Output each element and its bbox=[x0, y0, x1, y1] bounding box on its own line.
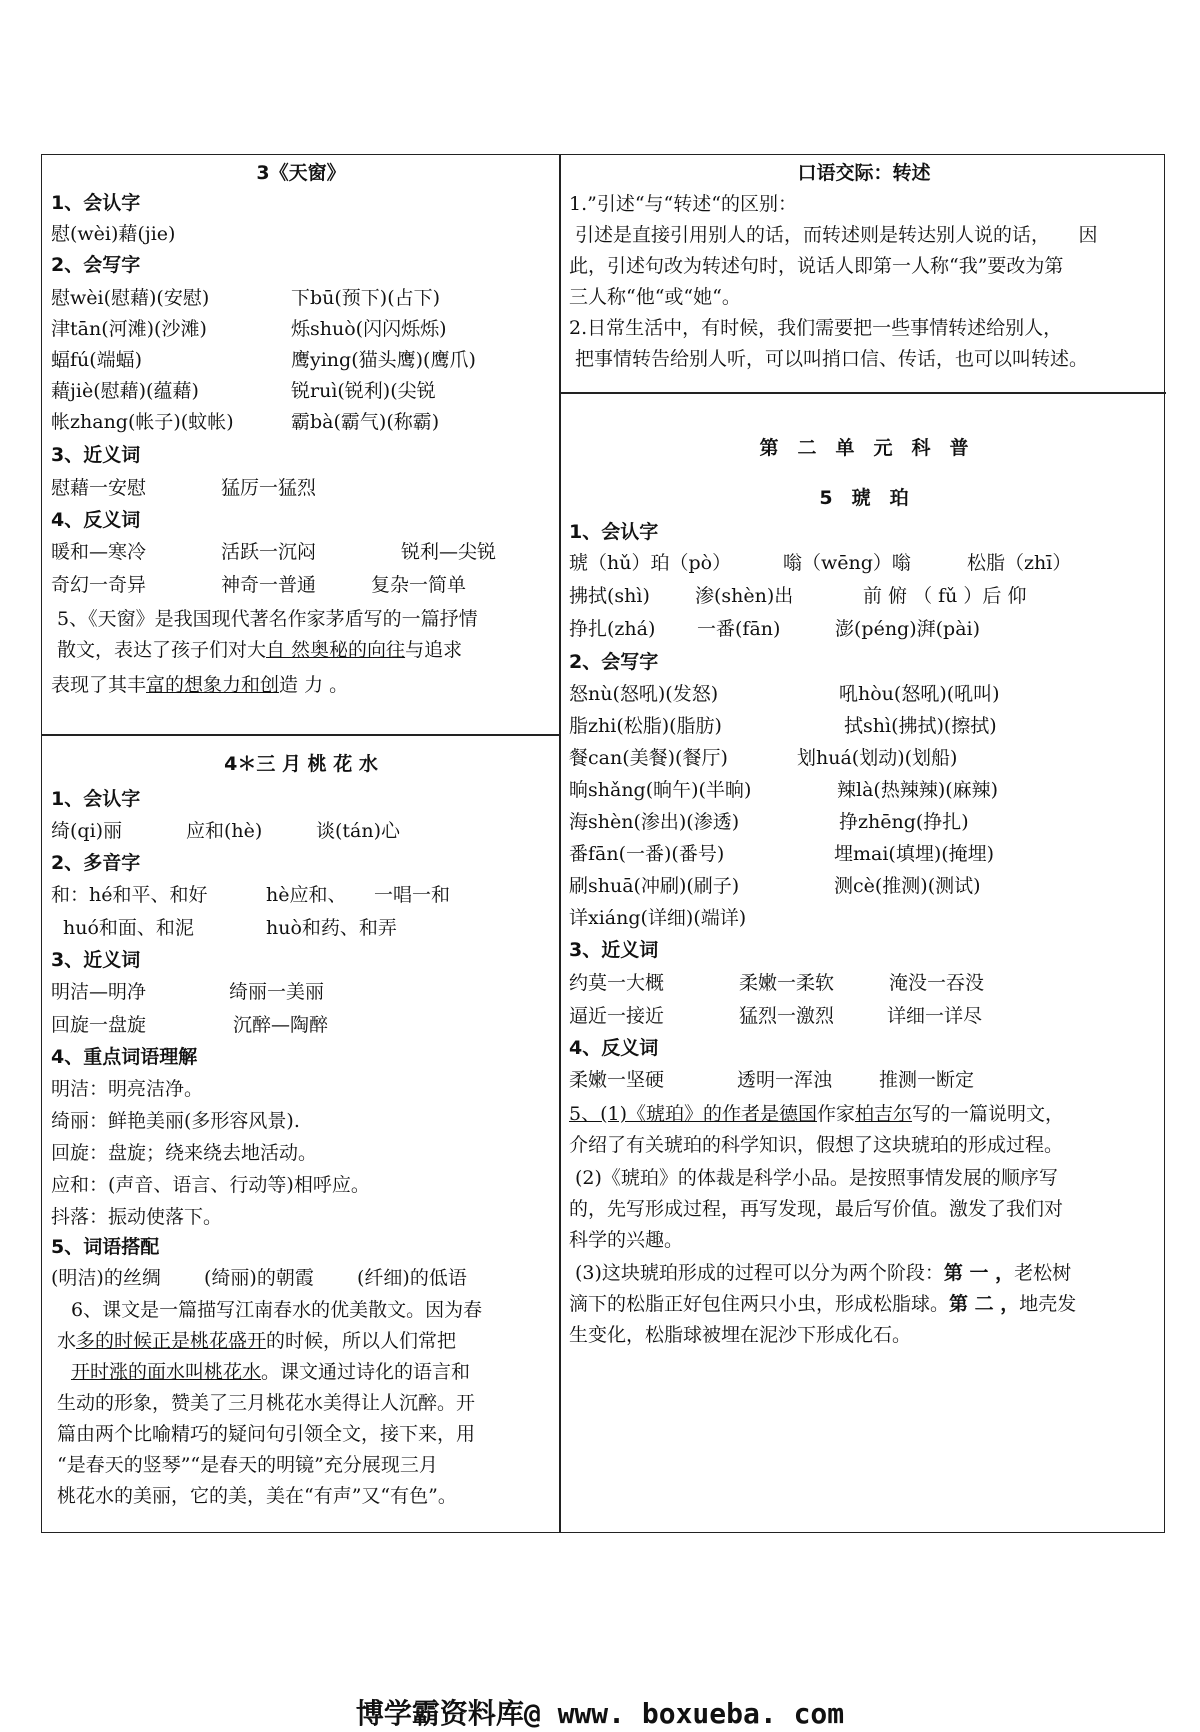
oral-title: 口语交际：转述 bbox=[797, 162, 931, 184]
list-item: 应和：(声音、语言、行动等)相呼应。 bbox=[51, 1174, 370, 1196]
list-item: 详xiáng(详细)(端详) bbox=[569, 907, 747, 929]
list-item: 暖和—寒冷 活跃一沉闷 锐利—尖锐 bbox=[51, 541, 497, 563]
lesson5-summary: 5、(1)《琥珀》的作者是德国作家柏吉尔写的一篇说明文， 介绍了有关琥珀的科学知识，假想了这块琥珀的形成过程。 (2)《琥珀》的体裁是科学小品。是按照事情发展的顺序写 的，先写形成过程，再写发现，最后写价值。激发了我们对 科学的兴趣。 (3)这块琥珀形成的过程可以分为两个阶段：第 一 ，老松树 滴下的松脂正好包住两只小虫，形成松脂球。第 二 ，地壳发 生变化，松脂球被埋在泥沙下形成化石。 bbox=[569, 1103, 1077, 1346]
list-item: 刷shuā(冲刷)(刷子) 测cè(推测)(测试) bbox=[569, 875, 981, 897]
list-item: 挣扎(zhá) 一番(fān) 澎(péng)湃(pài) bbox=[569, 618, 981, 640]
list-item: 海shèn(渗出)(渗透) 挣zhēng(挣扎) bbox=[569, 811, 969, 833]
list-item: 脂zhi(松脂)(脂肪) 拭shì(拂拭)(擦拭) bbox=[569, 715, 997, 737]
list-item: 约莫一大概 柔嫩一柔软 淹没一吞没 bbox=[569, 972, 985, 994]
lesson4-heading-2: 2、多音字 bbox=[51, 852, 141, 874]
lesson3-title: 3《天窗》 bbox=[256, 162, 346, 184]
list-item: 帐zhang(帐子)(蚊帐) 霸bà(霸气)(称霸) bbox=[51, 411, 440, 433]
notes-table bbox=[41, 154, 1165, 1533]
lesson5-heading-3: 3、近义词 bbox=[569, 939, 659, 961]
lesson4-heading-1: 1、会认字 bbox=[51, 788, 141, 810]
list-item: 和：hé和平、和好 hè应和、 一唱一和 bbox=[51, 884, 451, 906]
lesson4-collocations: (明洁)的丝绸 (绮丽)的朝霞 (纤细)的低语 bbox=[51, 1267, 467, 1289]
lesson3-summary: 5、《天窗》是我国现代著名作家茅盾写的一篇抒情 散文，表达了孩子们对大自 然奥秘的向往与追求 表现了其丰富的想象力和创造 力 。 bbox=[51, 608, 478, 696]
lesson3-cell bbox=[51, 155, 551, 701]
oral-body: 1.”引述“与“转述“的区别： 引述是直接引用别人的话，而转述则是转达别人说的话， 因 此，引述句改为转述句时，说话人即第一人称“我”要改为第 三人称“他“或“她“。 2.日常生活中，有时候，我们需要把一些事情转述给别人， 把事情转告给别人听，可以叫捎口信、传话，也可以叫转述。 bbox=[569, 193, 1098, 370]
lesson4-heading-3: 3、近义词 bbox=[51, 949, 141, 971]
unit2-cell bbox=[569, 393, 1159, 1351]
lesson3-synonyms: 慰藉一安慰 猛厉一猛烈 bbox=[51, 477, 317, 499]
list-item: 番fān(一番)(番号) 埋mai(填埋)(掩埋) bbox=[569, 843, 995, 865]
list-item: 慰wèi(慰藉)(安慰) 下bū(预下)(占下) bbox=[51, 287, 441, 309]
list-item: 琥（hǔ）珀（pò） 嗡（wēng）嗡 松脂（zhī） bbox=[569, 552, 1072, 574]
lesson4-heading-5: 5、词语搭配 bbox=[51, 1236, 160, 1258]
list-item: 逼近一接近 猛烈一激烈 详细一详尽 bbox=[569, 1005, 983, 1027]
lesson3-recognize: 慰(wèi)藉(jie) bbox=[51, 223, 176, 245]
list-item: 回旋一盘旋 沉醉—陶醉 bbox=[51, 1014, 329, 1036]
footer-brand: 博学霸资料库 bbox=[355, 1697, 524, 1730]
lesson5-title: 5 琥 珀 bbox=[819, 487, 909, 509]
list-item: 奇幻一奇异 神奇一普通 复杂一简单 bbox=[51, 574, 467, 596]
list-item: 津tān(河滩)(沙滩) 烁shuò(闪闪烁烁) bbox=[51, 318, 447, 340]
lesson5-heading-4: 4、反义词 bbox=[569, 1037, 659, 1059]
lesson3-heading-2: 2、会写字 bbox=[51, 254, 141, 276]
lesson4-title: 4＊三 月 桃 花 水 bbox=[224, 753, 378, 775]
lesson5-write-list bbox=[569, 678, 1159, 934]
column-divider bbox=[559, 155, 561, 1532]
list-item: huó和面、和泥 huò和药、和弄 bbox=[63, 917, 397, 939]
list-item: 明洁—明净 绮丽一美丽 bbox=[51, 981, 325, 1003]
lesson3-write-list bbox=[51, 283, 551, 438]
lesson4-recognize: 绮(qi)丽 应和(hè) 谈(tán)心 bbox=[51, 820, 401, 842]
list-item: 拂拭(shì) 渗(shèn)出 前 俯 （ fǔ ）后 仰 bbox=[569, 585, 1027, 607]
lesson4-summary: 6、课文是一篇描写江南春水的优美散文。因为春 水多的时候正是桃花盛开的时候，所以人们常把 开时涨的面水叫桃花水。课文通过诗化的语言和 生动的形象，赞美了三月桃花水美得让人沉醉。开 篇由两个比喻精巧的疑问句引领全文，接下来，用 “是春天的竖琴”“是春天的明镜”充分展现三月 桃花水的美丽，它的美，美在“有声”又“有色”。 bbox=[57, 1299, 483, 1507]
unit2-title: 第 二 单 元 科 普 bbox=[759, 437, 969, 459]
footer-url: @ www. boxueba. com bbox=[523, 1697, 845, 1730]
oral-cell bbox=[569, 155, 1159, 375]
lesson3-heading-1: 1、会认字 bbox=[51, 192, 141, 214]
footer-watermark bbox=[0, 1692, 1200, 1732]
list-item: 藉jiè(慰藉)(蕴藉) 锐ruì(锐利)(尖锐 bbox=[51, 380, 436, 402]
list-item: 绮丽：鲜艳美丽(多形容风景). bbox=[51, 1110, 300, 1132]
list-item: 抖落：振动使落下。 bbox=[51, 1206, 223, 1228]
list-item: 晌shǎng(晌午)(半晌) 辣là(热辣辣)(麻辣) bbox=[569, 779, 999, 801]
list-item: 餐can(美餐)(餐厅) 划huá(划动)(划船) bbox=[569, 747, 958, 769]
lesson5-antonyms: 柔嫩一坚硬 透明一浑浊 推测一断定 bbox=[569, 1069, 975, 1091]
lesson3-heading-4: 4、反义词 bbox=[51, 509, 141, 531]
lesson3-heading-3: 3、近义词 bbox=[51, 444, 141, 466]
list-item: 回旋：盘旋；绕来绕去地活动。 bbox=[51, 1142, 318, 1164]
list-item: 明洁：明亮洁净。 bbox=[51, 1078, 204, 1100]
lesson5-heading-1: 1、会认字 bbox=[569, 521, 659, 543]
lesson4-heading-4: 4、重点词语理解 bbox=[51, 1046, 198, 1068]
lesson5-heading-2: 2、会写字 bbox=[569, 651, 659, 673]
lesson4-cell bbox=[51, 735, 551, 1512]
list-item: 蝠fú(端蝠) 鹰ying(猫头鹰)(鹰爪) bbox=[51, 349, 476, 371]
list-item: 怒nù(怒吼)(发怒) 吼hòu(怒吼)(吼叫) bbox=[569, 683, 1000, 705]
